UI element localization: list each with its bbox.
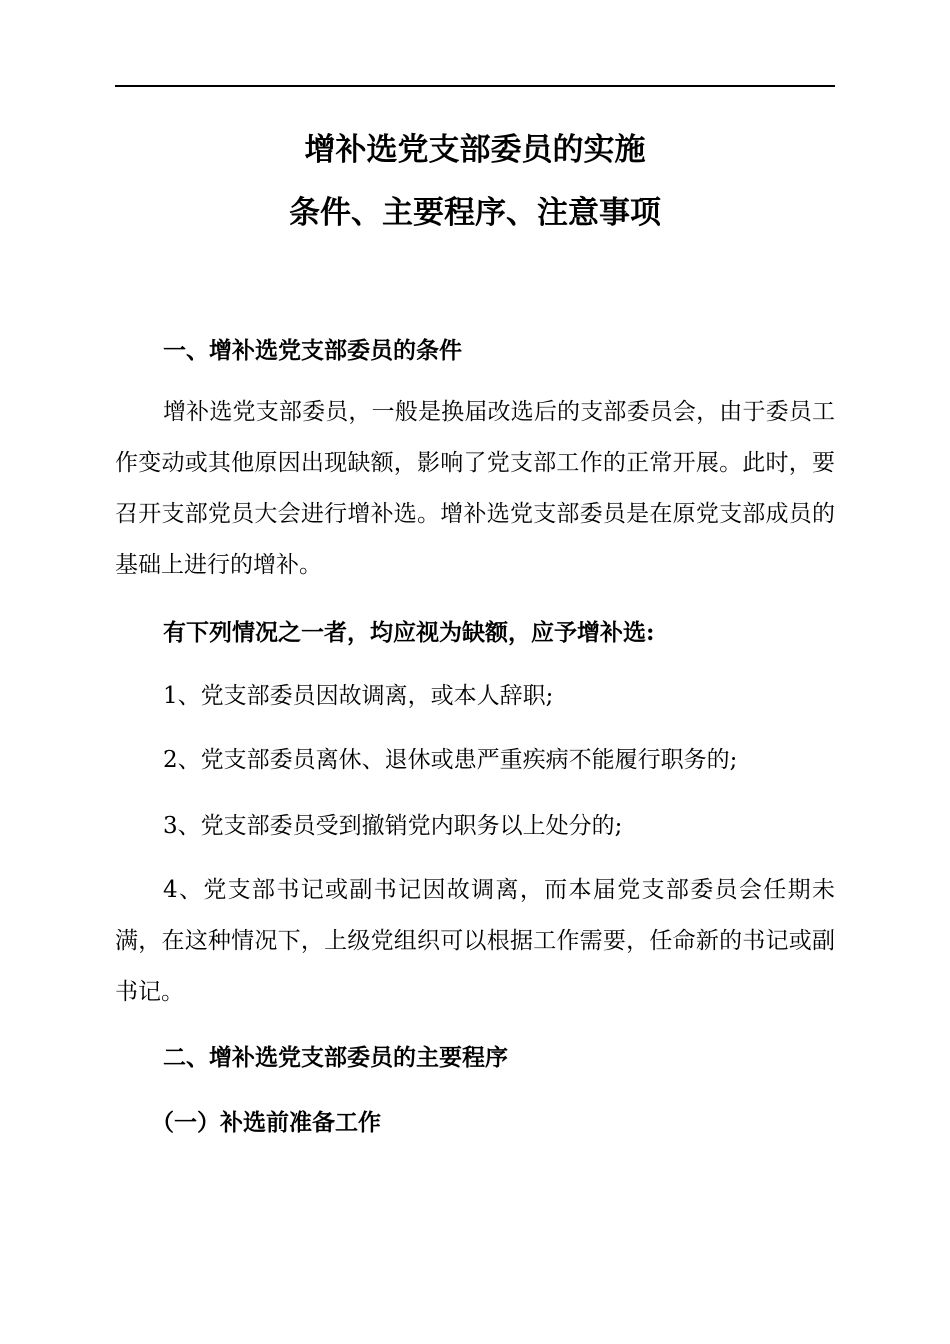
document-title-line-2: 条件、主要程序、注意事项 xyxy=(289,195,661,231)
condition-item-1: 1、党支部委员因故调离，或本人辞职; xyxy=(163,683,554,709)
section-2-subheading: （一）补选前准备工作 xyxy=(151,1109,381,1136)
conditions-intro: 有下列情况之一者，均应视为缺额，应予增补选: xyxy=(163,619,655,646)
section-2-heading: 二、增补选党支部委员的主要程序 xyxy=(163,1044,508,1071)
section-1-paragraph: 增补选党支部委员，一般是换届改选后的支部委员会，由于委员工作变动或其他原因出现缺额，影响了党支部工作的正常开展。此时，要召开支部党员大会进行增补选。增补选党支部委员是在原党支部成员的基础上进行的增补。 xyxy=(115,399,835,578)
header-rule xyxy=(115,85,835,87)
condition-item-2: 2、党支部委员离休、退休或患严重疾病不能履行职务的; xyxy=(163,747,738,773)
condition-item-4: 4、党支部书记或副书记因故调离，而本届党支部委员会任期未满，在这种情况下，上级党组织可以根据工作需要，任命新的书记或副书记。 xyxy=(115,877,835,1005)
section-1-heading: 一、增补选党支部委员的条件 xyxy=(163,337,462,364)
condition-item-3: 3、党支部委员受到撤销党内职务以上处分的; xyxy=(163,813,623,839)
document-title-line-1: 增补选党支部委员的实施 xyxy=(304,132,646,168)
